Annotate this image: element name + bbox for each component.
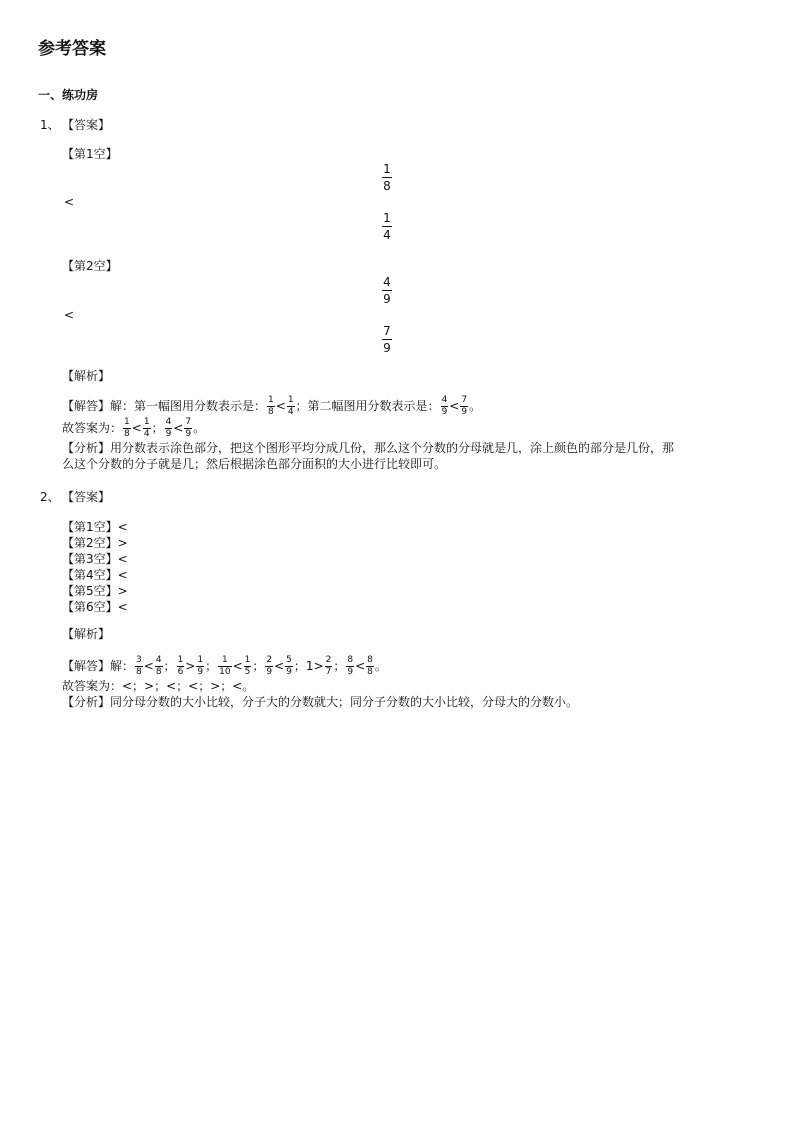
q1-solution-line: 【解答】解：第一幅图用分数表示是： $\frac{1}{8}$ < $\frac{1}{4}$ ；第二幅图用分数表示是： $\frac{4}{9}$ < $\frac{7}{9}$ 。	[62, 395, 482, 417]
q1-blank2-fraction-top: 4 9	[383, 275, 391, 306]
fraction: $\frac{1}{10}$	[219, 655, 231, 677]
q2-solution-line: 【解答】解： $\frac{3}{8}$ < $\frac{4}{8}$ ； $\frac{1}{6}$ > $\frac{1}{9}$ ； $\frac{1}{10}$ < $\frac{1}{5}$ ； $\frac{2}{9}$ < $\frac{5}{9}$ ；1> $\frac{2}{7}$ ； $\frac{8}{9}$ < $\frac{8}{8}$ 。	[62, 655, 387, 677]
fraction: $\frac{1}{5}$	[244, 655, 251, 677]
page-title: 参考答案	[38, 39, 106, 59]
question-2-number: 2、	[40, 490, 60, 504]
fraction: $\frac{2}{7}$	[325, 655, 332, 677]
section-heading: 一、练功房	[38, 88, 99, 102]
question-1-number: 1、	[40, 118, 60, 132]
q2-analysis: 【分析】同分母分数的大小比较，分子大的分数就大；同分子分数的大小比较，分母大的分数小。	[62, 695, 579, 709]
q1-analysis-line-1: 【分析】用分数表示涂色部分，把这个图形平均分成几份，那么这个分数的分母就是几，涂上颜色的部分是几份，那	[62, 441, 675, 455]
fraction: $\frac{4}{9}$	[165, 417, 172, 439]
fraction: $\frac{2}{9}$	[266, 655, 273, 677]
q2-blank-2: 【第2空】>	[62, 536, 128, 550]
fraction: $\frac{1}{9}$	[197, 655, 204, 677]
fraction: $\frac{1}{8}$	[124, 417, 130, 439]
fraction: $\frac{8}{8}$	[367, 655, 373, 677]
fraction: $\frac{1}{4}$	[143, 417, 150, 439]
q2-analysis-tag: 【解析】	[62, 627, 111, 641]
q1-blank1-label: 【第1空】	[62, 147, 118, 161]
q1-conclusion-line: 故答案为： $\frac{1}{8}$ < $\frac{1}{4}$ ； $\frac{4}{9}$ < $\frac{7}{9}$ 。	[62, 417, 206, 439]
q1-analysis-tag: 【解析】	[62, 369, 111, 383]
fraction: $\frac{4}{8}$	[155, 655, 162, 677]
fraction: $\frac{1}{4}$	[287, 395, 294, 417]
fraction: $\frac{1}{8}$	[268, 395, 274, 417]
question-2-answer-tag: 【答案】	[62, 490, 111, 504]
q2-conclusion: 故答案为：<；>；<；<；>；<。	[62, 679, 255, 693]
q1-blank1-fraction-top: 1 8	[383, 162, 391, 193]
q1-blank2-operator: <	[64, 308, 75, 322]
q2-blank-4: 【第4空】<	[62, 568, 128, 582]
q1-blank2-label: 【第2空】	[62, 259, 118, 273]
q1-blank2-fraction-bottom: 7 9	[383, 324, 391, 355]
fraction: $\frac{7}{9}$	[461, 395, 468, 417]
q1-analysis-line-2: 么这个分数的分子就是几；然后根据涂色部分面积的大小进行比较即可。	[62, 457, 447, 471]
q2-blank-1: 【第1空】<	[62, 520, 128, 534]
question-1-answer-tag: 【答案】	[62, 118, 111, 132]
fraction: $\frac{4}{9}$	[441, 395, 448, 417]
q1-blank1-fraction-bottom: 1 4	[383, 211, 391, 242]
fraction: $\frac{7}{9}$	[185, 417, 192, 439]
q2-blank-6: 【第6空】<	[62, 600, 128, 614]
fraction: $\frac{3}{8}$	[136, 655, 142, 677]
q2-blank-5: 【第5空】>	[62, 584, 128, 598]
q2-blank-3: 【第3空】<	[62, 552, 128, 566]
fraction: $\frac{8}{9}$	[347, 655, 354, 677]
fraction: $\frac{5}{9}$	[286, 655, 292, 677]
fraction: $\frac{1}{6}$	[177, 655, 184, 677]
q1-blank1-operator: <	[64, 195, 75, 209]
